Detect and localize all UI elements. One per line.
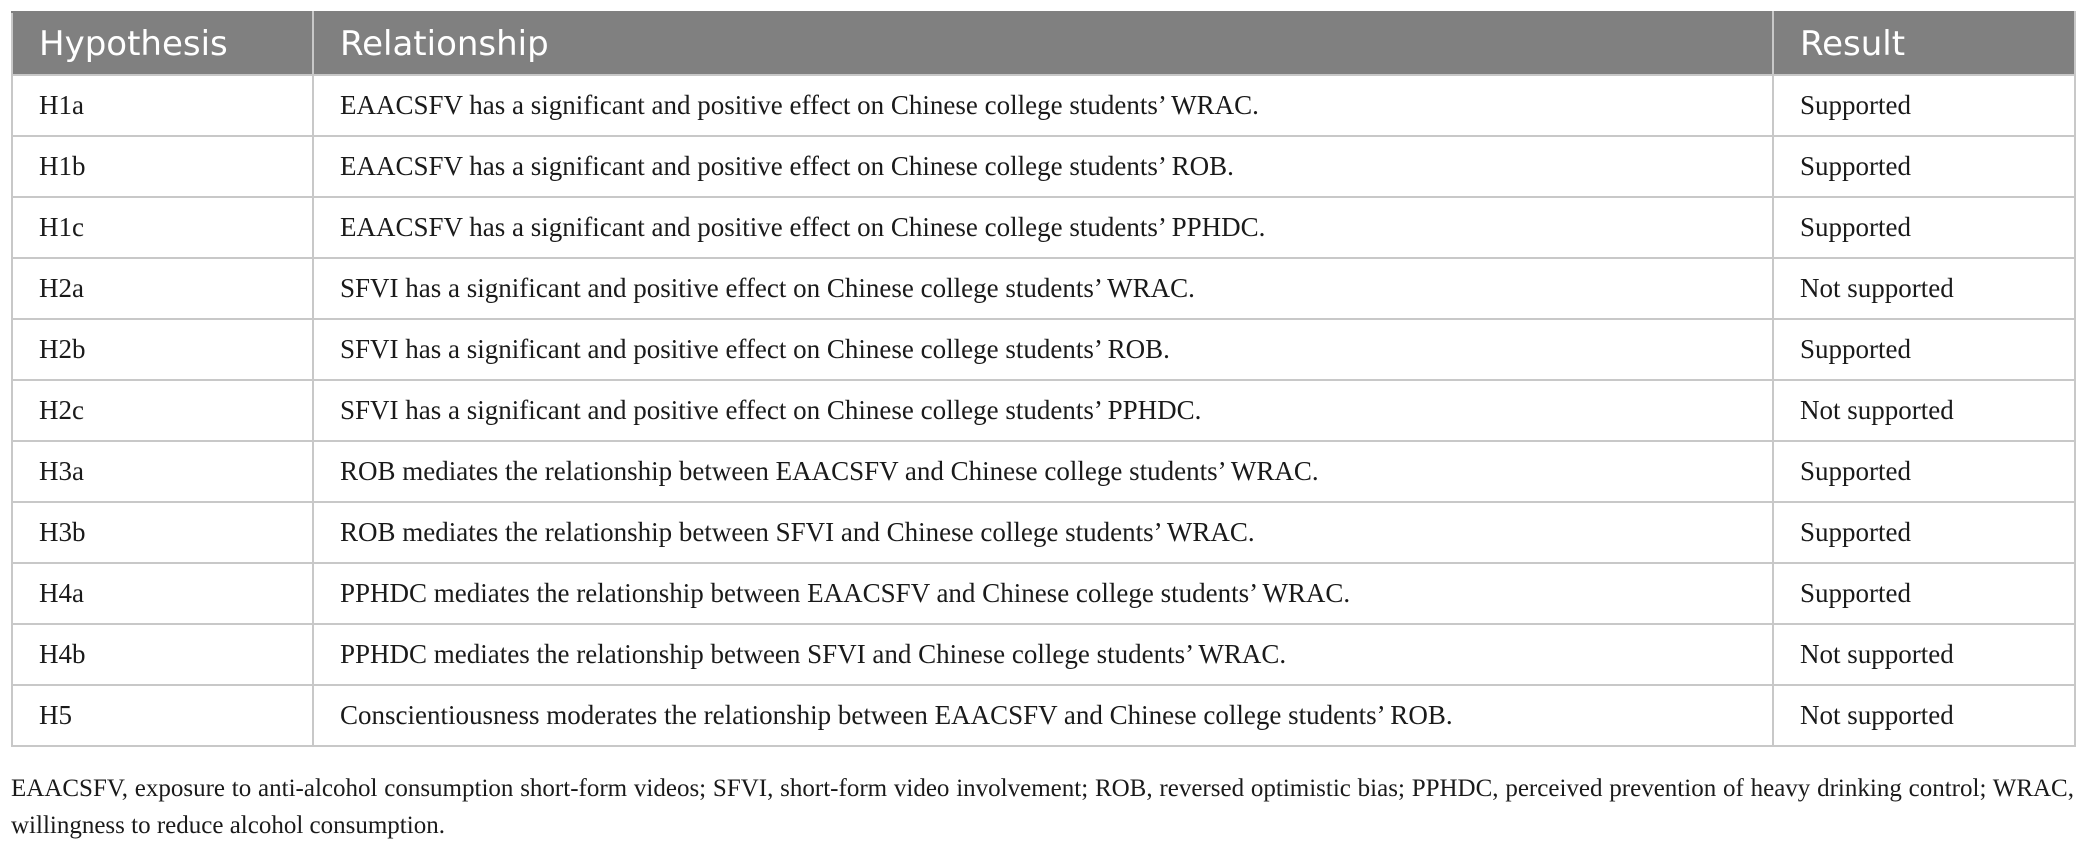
table-body: [12, 75, 2075, 746]
table-row: [12, 319, 2075, 380]
hypothesis-cell: H2a: [12, 258, 313, 319]
relationship-cell: PPHDC mediates the relationship between EAACSFV and Chinese college students’ WRAC.: [313, 563, 1773, 624]
result-cell: Not supported: [1773, 380, 2075, 441]
relationship-cell: EAACSFV has a significant and positive effect on Chinese college students’ PPHDC.: [313, 197, 1773, 258]
relationship-cell: PPHDC mediates the relationship between SFVI and Chinese college students’ WRAC.: [313, 624, 1773, 685]
result-cell: Not supported: [1773, 624, 2075, 685]
header-relationship: Relationship: [313, 12, 1773, 75]
hypothesis-results-table: [11, 11, 2076, 747]
table-row: [12, 502, 2075, 563]
result-cell: Supported: [1773, 319, 2075, 380]
result-cell: Supported: [1773, 197, 2075, 258]
relationship-cell: SFVI has a significant and positive effect on Chinese college students’ WRAC.: [313, 258, 1773, 319]
table-row: [12, 136, 2075, 197]
relationship-cell: SFVI has a significant and positive effect on Chinese college students’ PPHDC.: [313, 380, 1773, 441]
table-row: [12, 441, 2075, 502]
relationship-cell: EAACSFV has a significant and positive effect on Chinese college students’ WRAC.: [313, 75, 1773, 136]
abbreviation-footnote: EAACSFV, exposure to anti-alcohol consumption short-form videos; SFVI, short-form video involvement; ROB, reversed optimistic bias; PPHDC, perceived prevention of heavy drinking control; WRAC, willingness to reduce alcohol consumption.: [11, 775, 2074, 839]
table-row: [12, 258, 2075, 319]
header-row: [12, 12, 2075, 75]
hypothesis-cell: H1a: [12, 75, 313, 136]
relationship-cell: SFVI has a significant and positive effect on Chinese college students’ ROB.: [313, 319, 1773, 380]
relationship-cell: Conscientiousness moderates the relationship between EAACSFV and Chinese college students’ ROB.: [313, 685, 1773, 746]
result-cell: Supported: [1773, 441, 2075, 502]
hypothesis-table-container: [11, 11, 2074, 747]
result-cell: Not supported: [1773, 685, 2075, 746]
relationship-cell: ROB mediates the relationship between EAACSFV and Chinese college students’ WRAC.: [313, 441, 1773, 502]
hypothesis-cell: H4a: [12, 563, 313, 624]
hypothesis-cell: H3a: [12, 441, 313, 502]
hypothesis-cell: H2c: [12, 380, 313, 441]
hypothesis-cell: H4b: [12, 624, 313, 685]
hypothesis-cell: H5: [12, 685, 313, 746]
header-hypothesis: Hypothesis: [12, 12, 313, 75]
table-row: [12, 563, 2075, 624]
table-row: [12, 75, 2075, 136]
table-row: [12, 685, 2075, 746]
hypothesis-cell: H3b: [12, 502, 313, 563]
table-row: [12, 624, 2075, 685]
hypothesis-cell: H1c: [12, 197, 313, 258]
result-cell: Supported: [1773, 75, 2075, 136]
hypothesis-cell: H1b: [12, 136, 313, 197]
table-header: [12, 12, 2075, 75]
hypothesis-cell: H2b: [12, 319, 313, 380]
result-cell: Supported: [1773, 502, 2075, 563]
table-row: [12, 197, 2075, 258]
result-cell: Supported: [1773, 563, 2075, 624]
header-result: Result: [1773, 12, 2075, 75]
relationship-cell: EAACSFV has a significant and positive effect on Chinese college students’ ROB.: [313, 136, 1773, 197]
relationship-cell: ROB mediates the relationship between SFVI and Chinese college students’ WRAC.: [313, 502, 1773, 563]
result-cell: Supported: [1773, 136, 2075, 197]
table-row: [12, 380, 2075, 441]
result-cell: Not supported: [1773, 258, 2075, 319]
